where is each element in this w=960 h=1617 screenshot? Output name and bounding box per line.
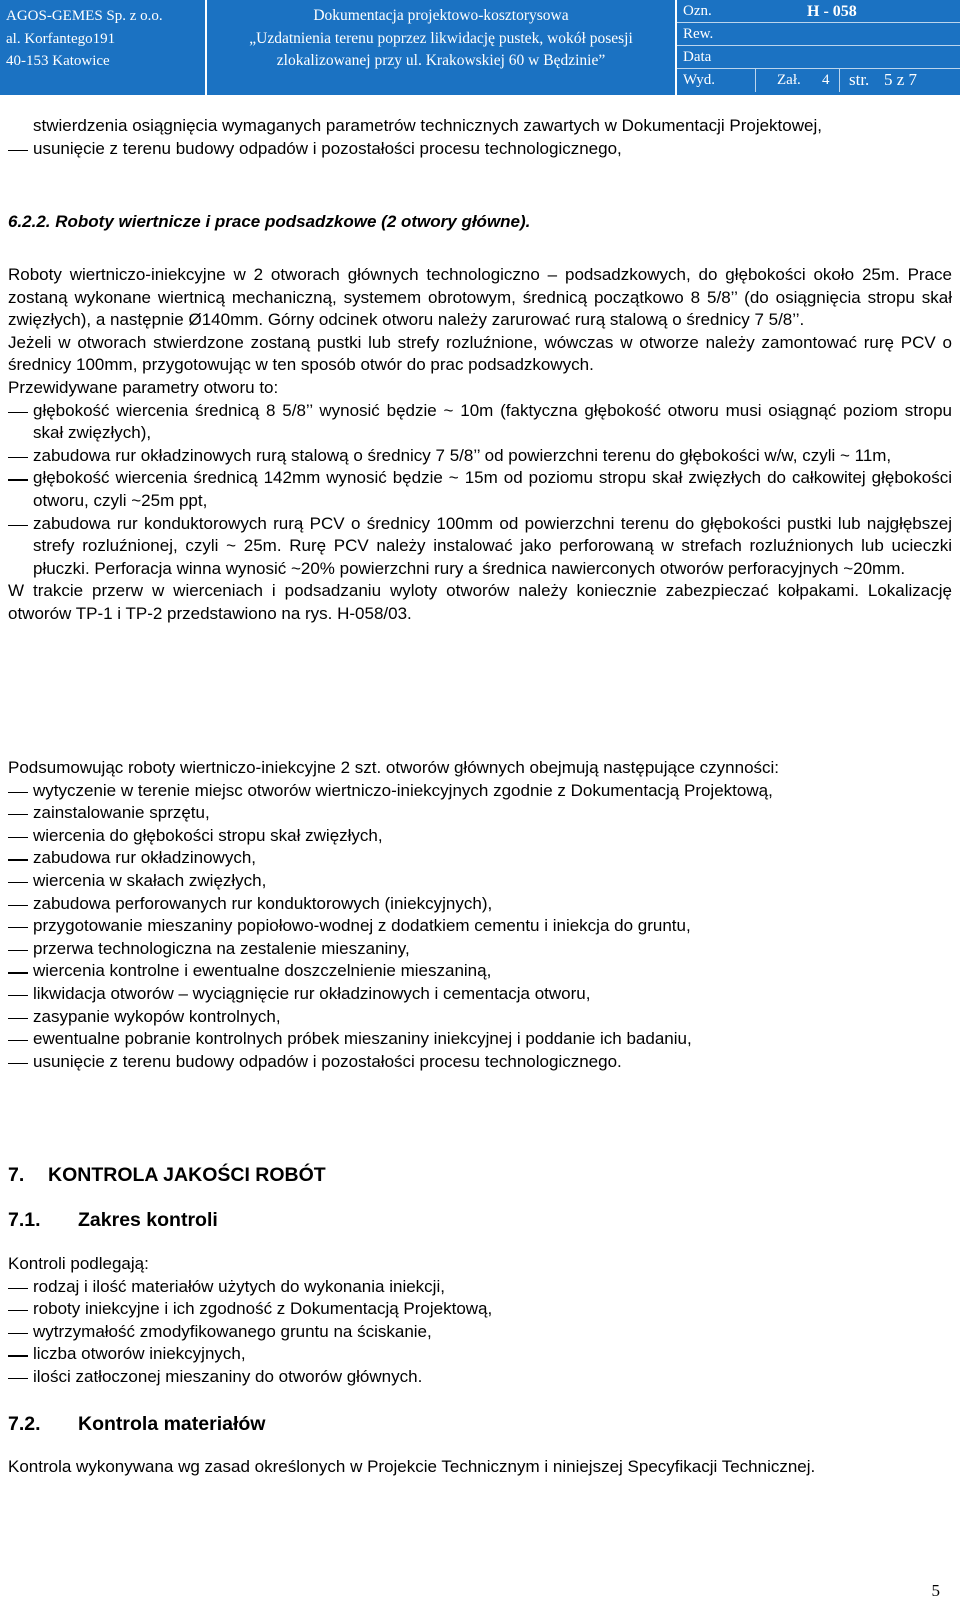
list-item: wytyczenie w terenie miejsc otworów wiertniczo-iniekcyjnych zgodnie z Dokumentacją Projektową, xyxy=(8,780,952,803)
list-item: usunięcie z terenu budowy odpadów i pozostałości procesu technologicznego, xyxy=(8,138,952,161)
list-item: liczba otworów iniekcyjnych, xyxy=(8,1343,952,1366)
section-heading-6-2-2: 6.2.2. Roboty wiertnicze i prace podsadzkowe (2 otwory główne). xyxy=(8,212,531,231)
zal-label: Zał. xyxy=(777,72,801,88)
rew-label: Rew. xyxy=(683,26,714,42)
list-item: przygotowanie mieszaniny popiołowo-wodnej z dodatkiem cementu i iniekcja do gruntu, xyxy=(8,915,952,938)
data-row xyxy=(677,46,960,69)
list-item: zabudowa rur okładzinowych, xyxy=(8,847,952,870)
list-item: wiercenia do głębokości stropu skał zwięzłych, xyxy=(8,825,952,848)
section-heading-7 xyxy=(8,1163,952,1187)
dash-bullet xyxy=(8,950,28,951)
dash-bullet xyxy=(8,1040,28,1041)
list-item: głębokość wiercenia średnicą 142mm wynosić będzie ~ 15m od poziomu stropu skał zwięzłych do całkowitej głębokości otworu, czyli ~25m ppt, xyxy=(8,467,952,512)
section-number: 7.1. xyxy=(8,1209,41,1231)
paragraph: W trakcie przerw w wierceniach i podsadzaniu wyloty otworów należy koniecznie zabezpieczać kołpakami. Lokalizację otworów TP-1 i TP-2 przedstawiono na rys. H-058/03. xyxy=(8,581,952,623)
section-heading-7-2 xyxy=(8,1412,952,1436)
meta-block xyxy=(677,0,960,95)
dash-bullet xyxy=(8,927,28,928)
summary-intro: Podsumowując roboty wiertniczo-iniekcyjne 2 szt. otworów głównych obejmują następujące czynności: xyxy=(8,758,780,777)
list-item: likwidacja otworów – wyciągnięcie rur okładzinowych i cementacja otworu, xyxy=(8,983,952,1006)
list-item: zasypanie wykopów kontrolnych, xyxy=(8,1006,952,1029)
document-header xyxy=(0,0,960,95)
list-item: zabudowa perforowanych rur konduktorowych (iniekcyjnych), xyxy=(8,893,952,916)
summary-block xyxy=(8,757,952,1073)
dash-bullet xyxy=(8,1310,28,1311)
dash-bullet xyxy=(8,995,28,996)
list-item: zainstalowanie sprzętu, xyxy=(8,802,952,825)
dash-bullet xyxy=(8,479,28,480)
list-item: wytrzymałość zmodyfikowanego gruntu na ściskanie, xyxy=(8,1321,952,1344)
company-name: AGOS-GEMES Sp. z o.o. xyxy=(6,8,163,24)
dash-bullet xyxy=(8,972,28,973)
dash-bullet xyxy=(8,1378,28,1379)
zal-value: 4 xyxy=(822,72,830,88)
section-7-2-body xyxy=(8,1456,952,1479)
company-street: al. Korfantego191 xyxy=(6,30,116,47)
section-number: 7.2. xyxy=(8,1413,41,1435)
list-item: ewentualne pobranie kontrolnych próbek mieszaniny iniekcyjnej i poddanie ich badaniu, xyxy=(8,1028,952,1051)
dash-bullet xyxy=(8,150,28,151)
section-title: KONTROLA JAKOŚCI ROBÓT xyxy=(48,1164,326,1186)
ozn-row xyxy=(677,0,960,23)
dash-bullet xyxy=(8,1288,28,1289)
section-title: Zakres kontroli xyxy=(78,1209,218,1231)
list-item: głębokość wiercenia średnicą 8 5/8’’ wynosić będzie ~ 10m (faktyczna głębokość otworu musi osiągnąć poziom stropu skał zwięzłych), xyxy=(8,400,952,445)
paragraph: Przewidywane parametry otworu to: xyxy=(8,377,279,397)
dash-bullet xyxy=(8,837,28,838)
str-label: str. xyxy=(849,70,870,89)
dash-bullet xyxy=(8,1355,28,1356)
intro-list xyxy=(8,115,952,160)
dash-bullet xyxy=(8,792,28,793)
dash-bullet xyxy=(8,814,28,815)
list-item: wiercenia kontrolne i ewentualne doszczelnienie mieszaniną, xyxy=(8,960,952,983)
page-number: 5 xyxy=(931,1581,940,1600)
rew-row xyxy=(677,23,960,46)
section-title: Kontrola materiałów xyxy=(78,1413,266,1435)
paragraph: Kontrola wykonywana wg zasad określonych w Projekcie Technicznym i niniejszej Specyfikacji Technicznej. xyxy=(8,1457,816,1476)
title-block xyxy=(207,0,677,95)
section-6-2-2-body xyxy=(8,264,952,626)
doc-title-line-2: zlokalizowanej przy ul. Krakowskiej 60 w Będzinie” xyxy=(276,52,606,69)
paragraph: Roboty wiertniczo-iniekcyjne w 2 otworach głównych technologiczno – podsadzkowych, do głębokości około 25m. Prace zostaną wykonane wiertnicą mechaniczną, systemem obrotowym, średnicą początkowo 8 5/8’’ (do osiągnięcia stropu skał zwięzłych), a następnie Ø140mm. Górny odcinek otworu należy zarurować rurą stalową o średnicy 7 5/8’’. xyxy=(8,265,952,330)
dash-bullet xyxy=(8,1018,28,1019)
data-label: Data xyxy=(683,49,712,65)
list-item: zabudowa rur konduktorowych rurą PCV o średnicy 100mm od powierzchni terenu do głębokości pustki lub najgłębszej strefy rozluźnionej, czyli ~ 25m. Rurę PCV należy instalować jako perforowaną w strefach rozluźnionych lub ucieczki płuczki. Perforacja winna wynosić ~20% powierzchni rury a średnica nawierconych otworów perforacyjnych ~20mm. xyxy=(8,513,952,581)
doc-type: Dokumentacja projektowo-kosztorysowa xyxy=(313,7,569,24)
section-number: 7. xyxy=(8,1164,25,1186)
list-item: zabudowa rur okładzinowych rurą stalową o średnicy 7 5/8’’ od powierzchni terenu do głębokości w/w, czyli ~ 11m, xyxy=(8,445,952,468)
paragraph: Kontroli podlegają: xyxy=(8,1254,149,1273)
company-city: 40-153 Katowice xyxy=(6,53,110,69)
section-heading-7-1 xyxy=(8,1208,952,1232)
page-row xyxy=(677,69,960,95)
dash-bullet xyxy=(8,457,28,458)
list-item: stwierdzenia osiągnięcia wymaganych parametrów technicznych zawartych w Dokumentacji Projektowej, xyxy=(33,116,822,135)
list-item: wiercenia w skałach zwięzłych, xyxy=(8,870,952,893)
dash-bullet xyxy=(8,412,28,413)
dash-bullet xyxy=(8,1063,28,1064)
dash-bullet xyxy=(8,859,28,860)
dash-bullet xyxy=(8,905,28,906)
list-item: przerwa technologiczna na zestalenie mieszaniny, xyxy=(8,938,952,961)
dash-bullet xyxy=(8,525,28,526)
list-item: ilości zatłoczonej mieszaniny do otworów głównych. xyxy=(8,1366,952,1389)
dash-bullet xyxy=(8,882,28,883)
list-item: roboty iniekcyjne i ich zgodność z Dokumentacją Projektową, xyxy=(8,1298,952,1321)
ozn-label: Ozn. xyxy=(683,3,712,19)
document-code: H - 058 xyxy=(807,3,857,20)
page-of-pages: 5 z 7 xyxy=(884,70,918,89)
company-block xyxy=(0,0,207,95)
list-item: rodzaj i ilość materiałów użytych do wykonania iniekcji, xyxy=(8,1276,952,1299)
section-7-1-body xyxy=(8,1253,952,1389)
paragraph: Jeżeli w otworach stwierdzone zostaną pustki lub strefy rozluźnione, wówczas w otworze należy zamontować rurę PCV o średnicy 100mm, przygotowując w ten sposób otwór do prac podsadzkowych. xyxy=(8,332,952,375)
wyd-label: Wyd. xyxy=(683,72,716,88)
list-item: usunięcie z terenu budowy odpadów i pozostałości procesu technologicznego. xyxy=(8,1051,952,1074)
doc-title-line-1: „Uzdatnienia terenu poprzez likwidację pustek, wokół posesji xyxy=(249,29,633,47)
dash-bullet xyxy=(8,1333,28,1334)
